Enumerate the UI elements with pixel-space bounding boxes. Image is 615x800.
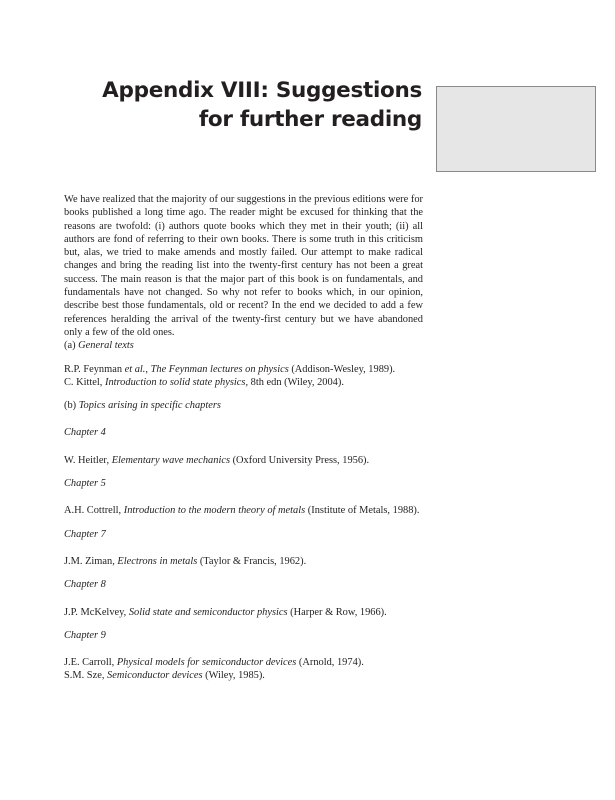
chapter-heading: Chapter 5 [64, 478, 106, 490]
body-text [64, 193, 423, 683]
ref-author: A.H. Cottrell, [64, 505, 124, 517]
spacer [64, 440, 423, 454]
ref-publisher: (Taylor & Francis, 1962). [197, 555, 307, 567]
intro-paragraph: We have realized that the majority of our suggestions in the previous editions were for books published a long time ago. The reader might be excused for thinking that the reasons are twofold: (i) authors quote books which they met in their youth; (ii) all authors are fond of referring to their own books. There is some truth in this criticism but, alas, we tried to make amends and mostly failed. Our attempt to make radical changes and bring the reading list into the twenty-first century has not been a great success. The main reason is that the major part of this book is on fundamentals, and fundamentals have not changed. So why not refer to books which, in our opinion, describe best those fundamentals, old or recent? In the end we decided to add a few references heralding the arrival of the twenty-first century but we have abandoned only a few of the old ones. [64, 194, 423, 338]
ref-title: Semiconductor devices [107, 670, 203, 682]
ref-title: Introduction to solid state physics [104, 376, 246, 388]
chapter-heading: Chapter 8 [64, 579, 106, 591]
ref-title: Physical models for semiconductor devices [116, 657, 297, 669]
ref-author: J.P. McKelvey, [64, 606, 129, 618]
general-texts-heading [64, 339, 423, 352]
ref-et-al: et al. [124, 363, 146, 375]
ref-title: Elementary wave mechanics [111, 454, 230, 466]
ref-publisher: (Addison-Wesley, 1989). [288, 363, 396, 375]
page-title [100, 76, 422, 134]
spacer [64, 412, 423, 426]
topics-label: (b) [64, 400, 79, 412]
chapter-heading: Chapter 4 [64, 427, 106, 439]
spacer [64, 490, 423, 504]
general-heading-text: General texts [78, 340, 134, 352]
ref-publisher: , 8th edn (Wiley, 2004). [245, 376, 344, 388]
ref-author: J.E. Carroll, [64, 657, 117, 669]
reference-item [64, 454, 423, 467]
spacer [64, 389, 423, 399]
topics-heading-text: Topics arising in specific chapters [78, 400, 221, 412]
general-label: (a) [64, 340, 79, 352]
spacer [64, 642, 423, 656]
reference-item [64, 656, 423, 669]
ref-separator: , [145, 363, 151, 375]
reference-item [64, 363, 423, 376]
page-title-line-1: Appendix VIII: Suggestions [102, 78, 422, 103]
reference-item [64, 376, 423, 389]
ref-author: C. Kittel, [64, 376, 105, 388]
ref-author: S.M. Sze, [64, 670, 108, 682]
ref-title: The Feynman lectures on physics [150, 363, 289, 375]
spacer [64, 541, 423, 555]
ref-publisher: (Oxford University Press, 1956). [229, 454, 370, 466]
reference-item [64, 669, 423, 682]
spacer [64, 353, 423, 363]
ref-title: Introduction to the modern theory of metals [123, 505, 306, 517]
spacer [64, 467, 423, 477]
decorative-gray-box [436, 86, 596, 172]
spacer [64, 592, 423, 606]
chapter-heading: Chapter 7 [64, 528, 106, 540]
ref-publisher: (Wiley, 1985). [202, 670, 265, 682]
spacer [64, 518, 423, 528]
ref-author: R.P. Feynman [64, 363, 125, 375]
ref-publisher: (Arnold, 1974). [296, 657, 364, 669]
page-title-line-2: for further reading [198, 107, 422, 132]
ref-author: J.M. Ziman, [64, 555, 118, 567]
reference-item [64, 606, 423, 619]
topics-heading [64, 399, 423, 412]
reference-item [64, 555, 423, 568]
ref-publisher: (Institute of Metals, 1988). [305, 505, 420, 517]
ref-title: Solid state and semiconductor physics [128, 606, 288, 618]
chapter-heading: Chapter 9 [64, 629, 106, 641]
ref-title: Electrons in metals [117, 555, 198, 567]
spacer [64, 568, 423, 578]
ref-publisher: (Harper & Row, 1966). [287, 606, 387, 618]
spacer [64, 619, 423, 629]
reference-item [64, 504, 423, 517]
ref-author: W. Heitler, [64, 454, 112, 466]
